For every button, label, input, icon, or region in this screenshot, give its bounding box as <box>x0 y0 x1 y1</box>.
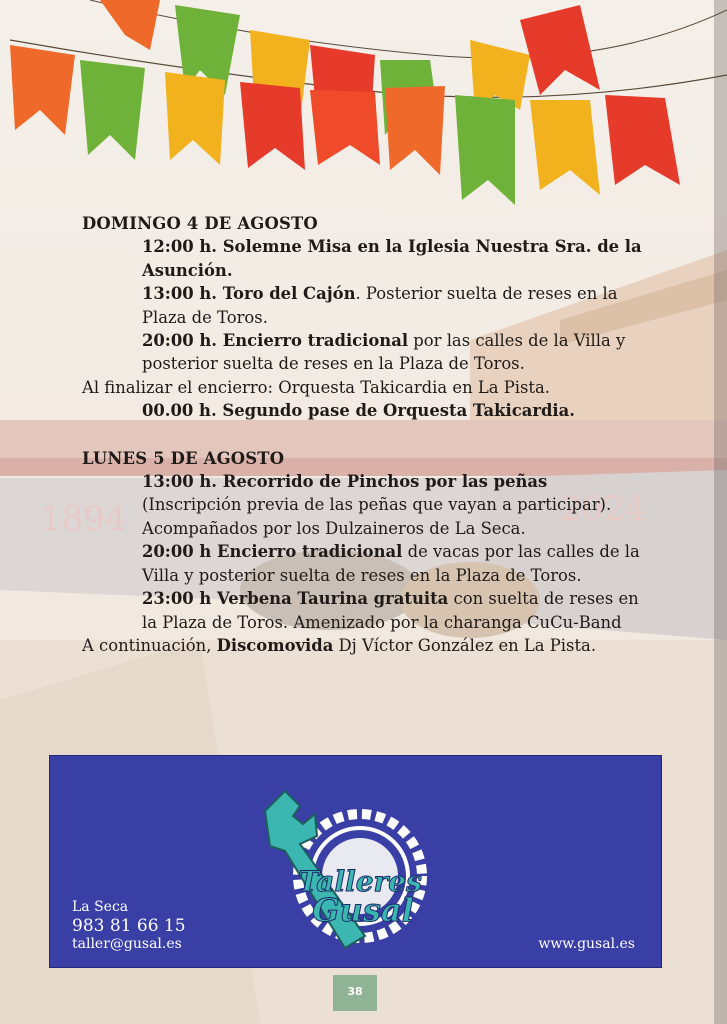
talleres-gusal-logo <box>245 776 475 956</box>
advertisement-banner <box>49 755 662 968</box>
event-paragraph <box>82 540 642 587</box>
event-paragraph <box>82 634 642 657</box>
event-text: (Inscripción previa de las peñas que vayan a participar). Acompañados por los Dulzaineros de La Seca. <box>142 495 612 538</box>
bunting-decoration <box>0 0 727 210</box>
event-text: A continuación, <box>82 635 217 655</box>
ad-phone: 983 81 66 15 <box>72 916 186 936</box>
event-time: 13:00 h. Recorrido de Pinchos por las peñas <box>142 472 548 492</box>
svg-text:2024: 2024 <box>560 489 647 529</box>
event-text: Dj Víctor González en La Pista. <box>333 635 597 655</box>
event-time: 13:00 h. Toro del Cajón <box>142 284 356 304</box>
day-heading-monday: LUNES 5 DE AGOSTO <box>82 448 285 468</box>
event-paragraph <box>82 235 642 282</box>
event-highlight: Discomovida <box>216 635 334 655</box>
event-time: 12:00 h. Solemne Misa en la Iglesia Nuestra Sra. de la Asunción. <box>142 237 642 280</box>
ad-email[interactable]: taller@gusal.es <box>72 936 182 952</box>
svg-text:1894: 1894 <box>40 499 127 539</box>
event-paragraph <box>82 587 642 634</box>
event-time: 00.00 h. Segundo pase de Orquesta Takicardia. <box>142 401 575 421</box>
program-text <box>82 212 642 657</box>
logo-text-line1: Talleres <box>298 865 422 898</box>
ad-website[interactable]: www.gusal.es <box>538 936 635 952</box>
event-note: Al finalizar el encierro: Orquesta Takicardia en La Pista. <box>82 377 550 397</box>
event-text: . Posterior suelta de reses en la Plaza de Toros. <box>142 284 618 327</box>
event-text: con suelta de reses en la Plaza de Toros. Amenizado por la charanga CuCu-Band <box>142 589 639 632</box>
event-text: por las calles de la Villa y posterior suelta de reses en la Plaza de Toros. <box>142 331 626 374</box>
logo-text-line2: Gusal <box>312 891 414 929</box>
day-heading-sunday: DOMINGO 4 DE AGOSTO <box>82 214 318 233</box>
event-paragraph <box>82 329 642 376</box>
page-number: 38 <box>333 975 377 1011</box>
event-time: 20:00 h. Encierro tradicional <box>142 331 409 351</box>
event-time: 20:00 h Encierro tradicional <box>142 542 403 562</box>
event-paragraph <box>82 282 642 329</box>
event-text: de vacas por las calles de la Villa y posterior suelta de reses en la Plaza de Toros. <box>142 542 640 585</box>
event-paragraph <box>82 470 642 540</box>
event-paragraph <box>82 399 642 422</box>
event-time: 23:00 h Verbena Taurina gratuita <box>142 589 449 609</box>
ad-town: La Seca <box>72 899 129 915</box>
